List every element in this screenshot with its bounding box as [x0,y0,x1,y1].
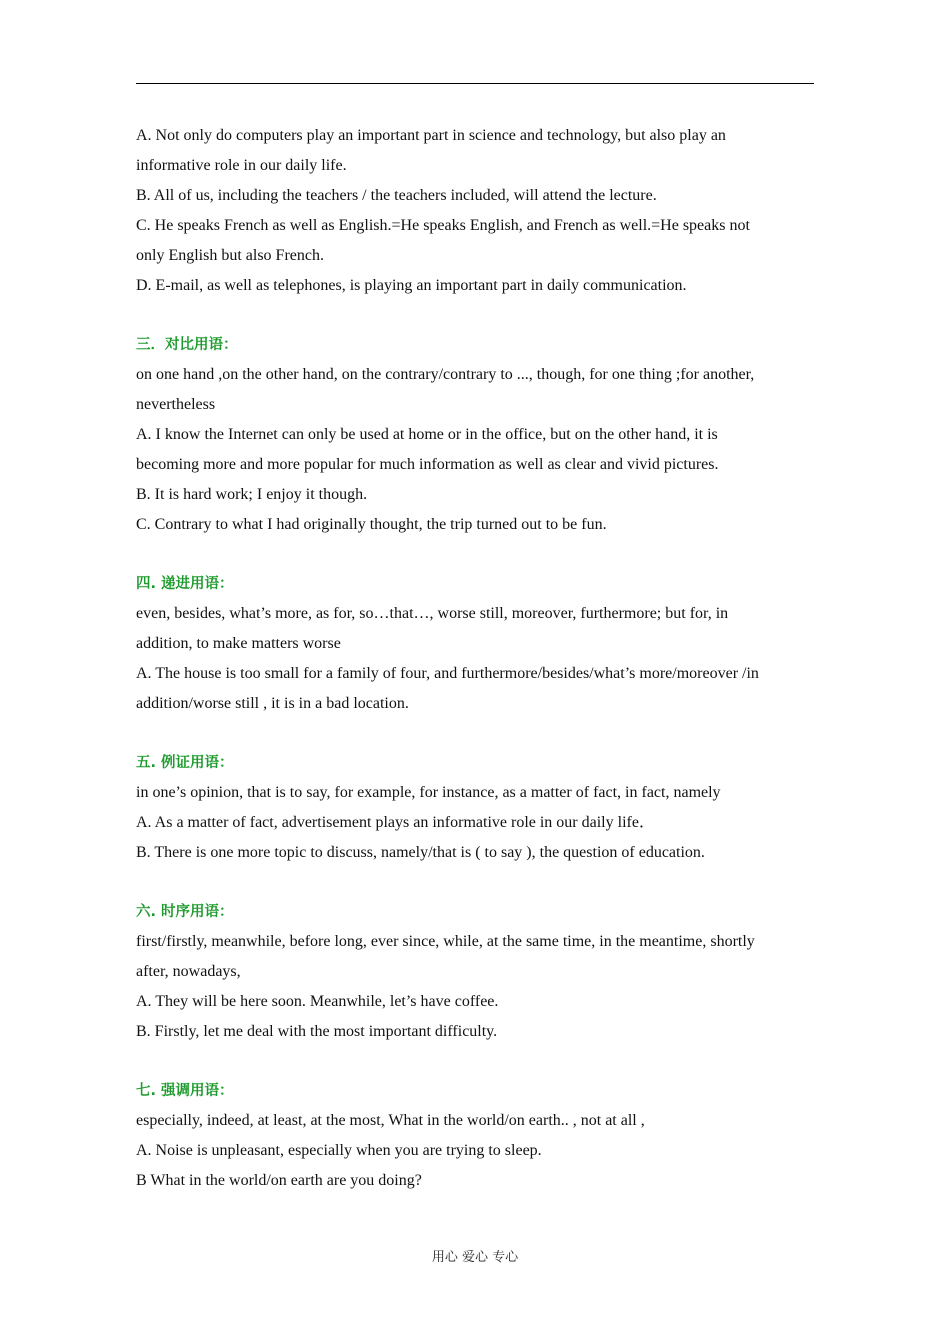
section-progression [136,569,801,719]
section-examples [136,748,801,868]
text-line: addition, to make matters worse [136,635,341,652]
text-line: first/firstly, meanwhile, before long, ever since, while, at the same time, in the meantime, shortly [136,933,755,950]
text-line: A. As a matter of fact, advertisement plays an informative role in our daily life． [136,814,655,831]
text-line: A. They will be here soon. Meanwhile, let’s have coffee. [136,993,499,1010]
text-line: becoming more and more popular for much information as well as clear and vivid pictures. [136,456,719,473]
intro-block [136,121,801,301]
text-line: on one hand ,on the other hand, on the contrary/contrary to ..., though, for one thing ;for another, [136,366,755,383]
text-line: addition/worse still , it is in a bad location. [136,695,409,712]
text-line: even, besides, what’s more, as for, so…that…, worse still, moreover, furthermore; but for, in [136,605,729,622]
section-heading: 三．对比用语： [136,337,238,353]
text-line: informative role in our daily life. [136,157,347,174]
text-line: only English but also French. [136,247,324,264]
text-line: A. The house is too small for a family of four, and furthermore/besides/what’s more/moreover /in [136,665,759,682]
text-line: A. Not only do computers play an important part in science and technology, but also play an [136,127,726,144]
text-line: especially, indeed, at least, at the most, What in the world/on earth.. , not at all , [136,1112,645,1129]
section-heading: 六. 时序用语： [136,904,234,920]
text-line: B. It is hard work; I enjoy it though. [136,486,368,503]
section-sequence [136,897,801,1047]
text-line: after, nowadays, [136,963,241,980]
text-line: D. E-mail, as well as telephones, is playing an important part in daily communication. [136,277,687,294]
header-rule [136,83,814,84]
section-heading: 四. 递进用语： [136,576,234,592]
section-heading: 七. 强调用语： [136,1083,234,1099]
text-line: A. I know the Internet can only be used at home or in the office, but on the other hand, it is [136,426,718,443]
text-line: B. Firstly, let me deal with the most important difficulty. [136,1023,498,1040]
section-heading: 五. 例证用语： [136,755,234,771]
text-line: C. He speaks French as well as English.=He speaks English, and French as well.=He speaks not [136,217,750,234]
page-footer: 用心 爱心 专心 [431,1250,519,1265]
text-line: B What in the world/on earth are you doing? [136,1172,422,1189]
text-line: nevertheless [136,396,216,413]
text-line: A. Noise is unpleasant, especially when you are trying to sleep. [136,1142,542,1159]
text-line: in one’s opinion, that is to say, for example, for instance, as a matter of fact, in fact, namely [136,784,721,801]
text-line: B. All of us, including the teachers / the teachers included, will attend the lecture. [136,187,657,204]
document-body [136,121,801,1196]
text-line: C. Contrary to what I had originally thought, the trip turned out to be fun. [136,516,607,533]
section-emphasis [136,1076,801,1196]
section-contrast [136,330,801,540]
text-line: B. There is one more topic to discuss, namely/that is ( to say ), the question of education. [136,844,705,861]
